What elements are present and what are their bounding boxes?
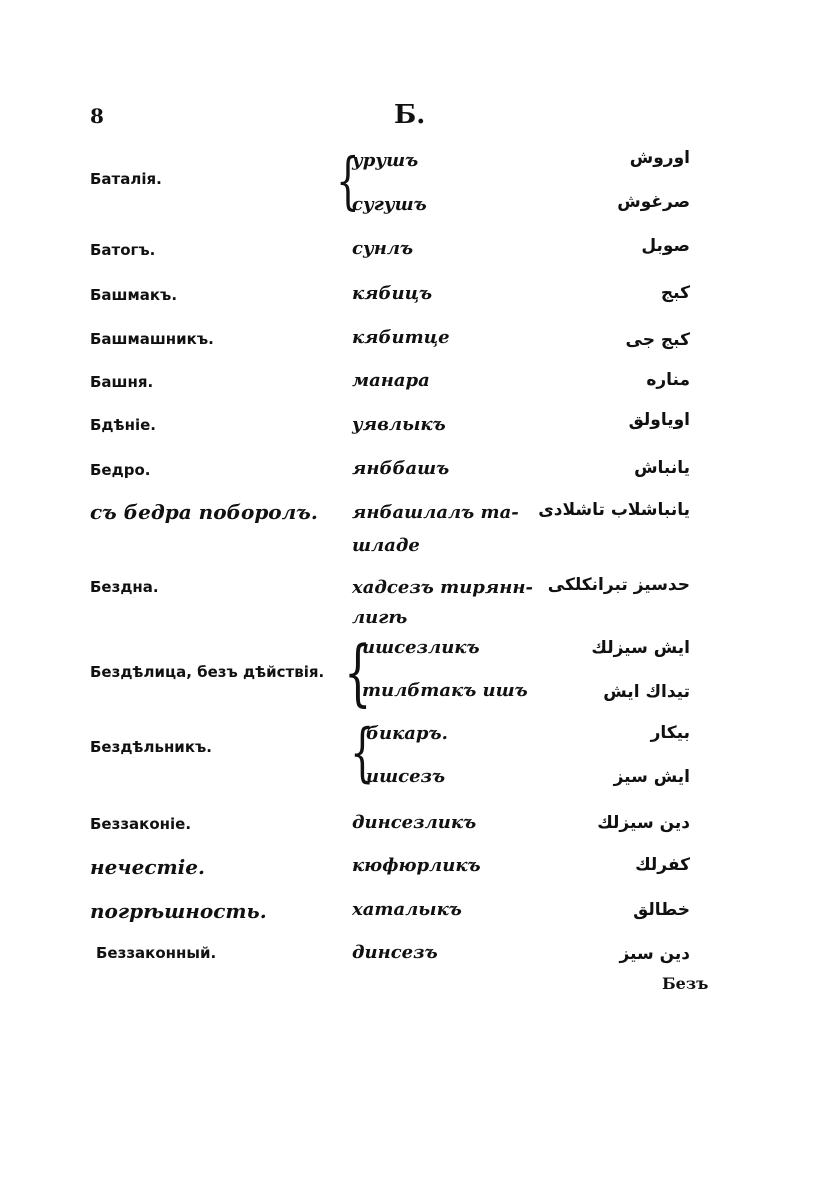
transliteration: сунлъ (352, 238, 414, 259)
arabic-word: بيكار (650, 723, 690, 743)
transliteration: кябитце (352, 327, 450, 348)
headword: Беззаконіе. (90, 815, 192, 833)
headword: Батогъ. (90, 241, 156, 259)
transliteration: кюфюрликъ (352, 855, 481, 876)
arabic-word: تيداك ايش (603, 682, 690, 702)
page-number: 8 (90, 104, 104, 128)
transliteration: уявлыкъ (352, 414, 446, 435)
arabic-word: اوروش (629, 148, 690, 168)
transliteration: манара (352, 370, 430, 391)
transliteration: хаталыкъ (352, 899, 462, 920)
headword: Бездна. (90, 578, 159, 596)
transliteration: кябицъ (352, 283, 433, 304)
arabic-word: خطالق (633, 900, 690, 920)
headword: Баталія. (90, 170, 162, 188)
headword: погрѣшность. (90, 899, 267, 923)
headword: съ бедра поборолъ. (90, 500, 318, 524)
section-letter: Б. (394, 100, 426, 130)
transliteration: ишсезликъ (362, 637, 480, 658)
transliteration: янбашлалъ та- (352, 502, 519, 523)
headword: Бездѣльникъ. (90, 738, 212, 756)
arabic-word: منارە (646, 370, 690, 390)
brace: { (350, 716, 375, 790)
transliteration: янббашъ (352, 458, 450, 479)
headword: Бездѣлица, безъ дѣйствія. (90, 663, 325, 681)
arabic-word: صوبل (641, 236, 690, 256)
transliteration: динсезликъ (352, 812, 477, 833)
transliteration: лигѣ (352, 607, 408, 628)
arabic-word: كبج (660, 283, 690, 303)
transliteration: хадсезъ тирянн- (352, 577, 533, 598)
arabic-word: حدسيز تبرانكلكى (547, 575, 690, 595)
arabic-word: دين سيزلك (597, 813, 690, 833)
brace: { (344, 630, 372, 714)
transliteration: бикаръ. (366, 723, 448, 744)
arabic-word: كفرلك (635, 855, 690, 875)
headword: Беззаконный. (96, 944, 217, 962)
arabic-word: يانباشلاب تاشلادى (538, 500, 690, 520)
transliteration: динсезъ (352, 942, 438, 963)
headword: нечестіе. (90, 855, 205, 879)
arabic-word: ايش سيزلك (591, 638, 690, 658)
headword: Бдѣніе. (90, 416, 156, 434)
arabic-word: يانباش (634, 458, 690, 478)
arabic-word: صرغوش (617, 192, 690, 212)
transliteration: ишсезъ (366, 766, 446, 787)
headword: Башмашникъ. (90, 330, 214, 348)
brace: { (336, 144, 360, 217)
headword: Башня. (90, 373, 154, 391)
headword: Бедро. (90, 461, 151, 479)
arabic-word: اوياولق (628, 410, 690, 430)
arabic-word: ايش سيز (613, 767, 690, 787)
arabic-word: كبج جى (625, 330, 690, 350)
headword: Башмакъ. (90, 286, 178, 304)
transliteration: тилбтакъ ишъ (362, 680, 528, 701)
transliteration: сугушъ (352, 194, 427, 215)
arabic-word: دين سيز (619, 944, 690, 964)
transliteration: шладе (352, 535, 420, 556)
transliteration: урушъ (352, 150, 419, 171)
catchword: Безъ (662, 974, 709, 993)
